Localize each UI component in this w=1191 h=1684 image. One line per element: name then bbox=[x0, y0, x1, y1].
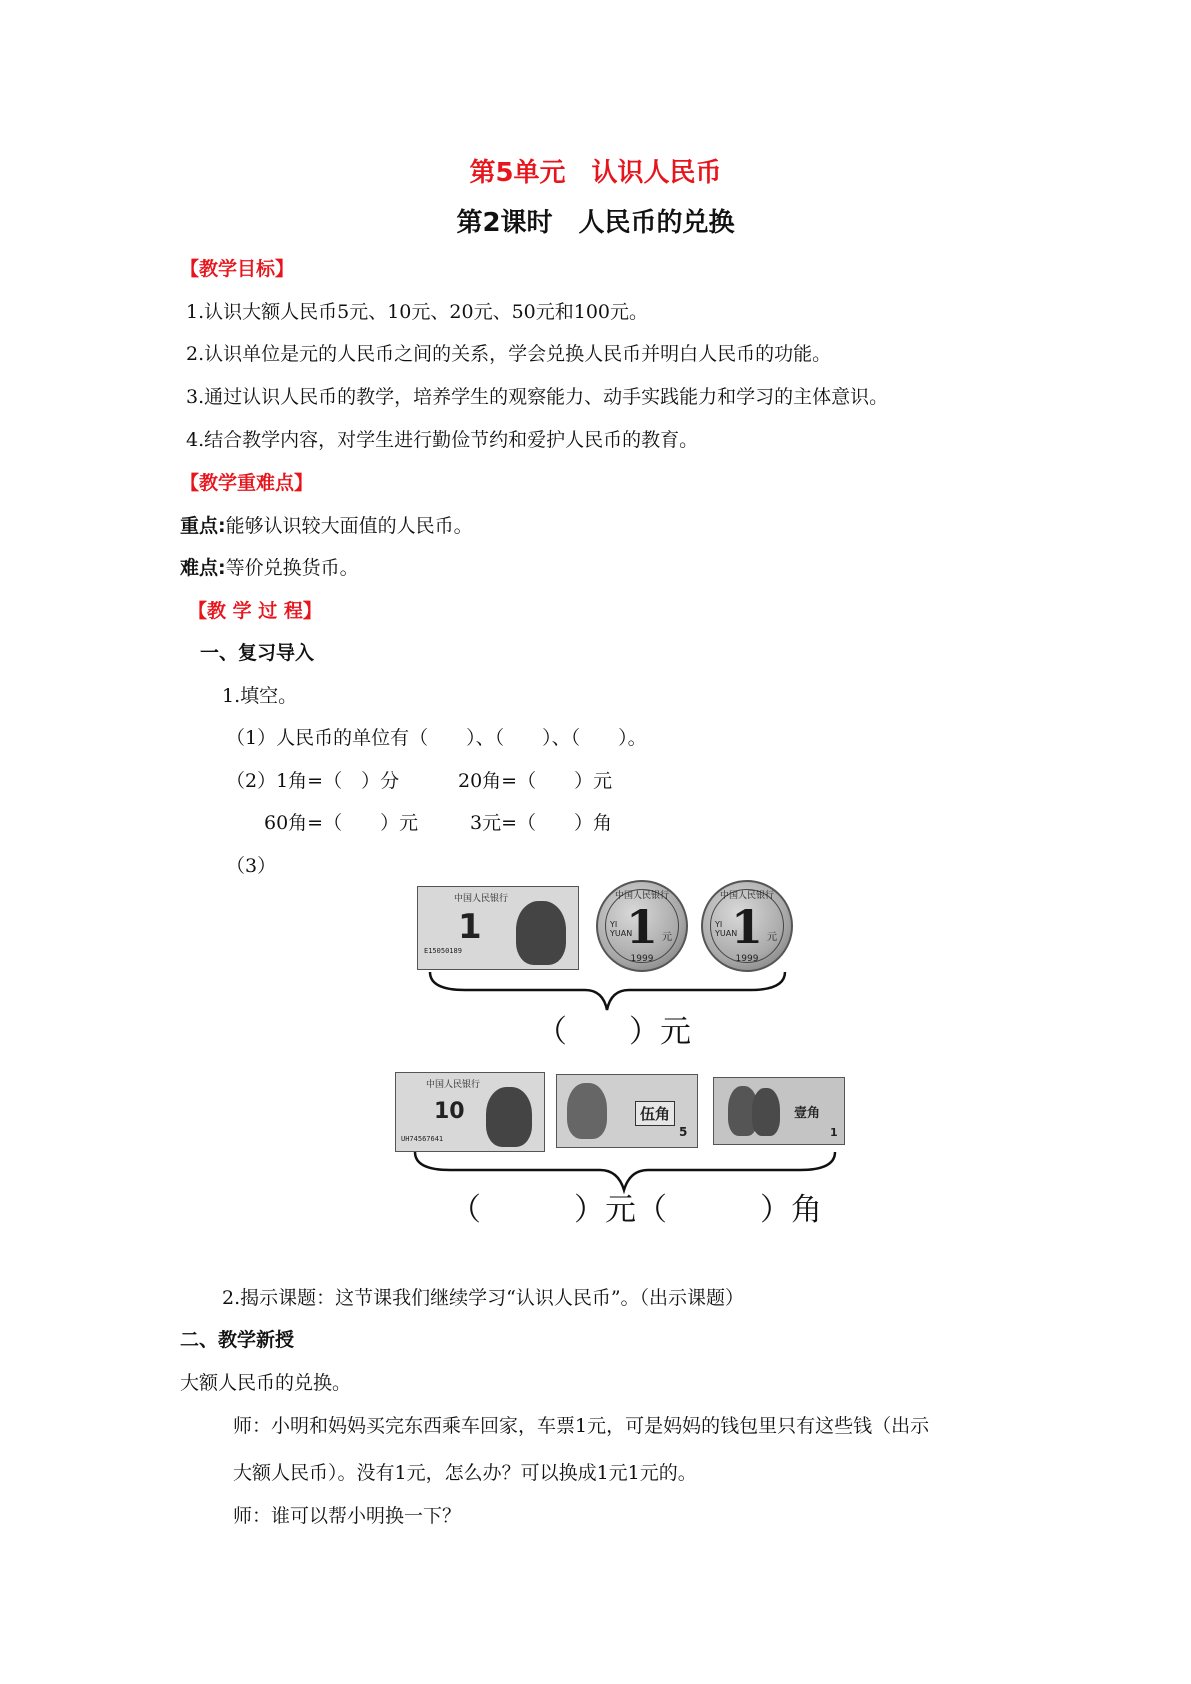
difficult-point-line bbox=[180, 553, 359, 580]
coin-yi-label: YI YUAN bbox=[610, 920, 633, 938]
note-text: 壹角 bbox=[794, 1106, 821, 1121]
process-heading: 【教 学 过 程】 bbox=[188, 600, 322, 622]
note-serial: UH74567641 bbox=[401, 1135, 444, 1143]
note-value: 5 bbox=[679, 1125, 688, 1139]
question-2: 2.揭示课题：这节课我们继续学习“认识人民币”。（出示课题） bbox=[222, 1287, 745, 1309]
objective-item: 4.结合教学内容，对学生进行勤俭节约和爱护人民币的教育。 bbox=[186, 429, 699, 451]
paragraph: 大额人民币）。没有1元，怎么办？可以换成1元1元的。 bbox=[233, 1462, 697, 1484]
portrait-icon bbox=[752, 1088, 780, 1136]
key-point-text: 能够认识较大面值的人民币。 bbox=[225, 515, 473, 537]
paragraph: 师：小明和妈妈买完东西乘车回家，车票1元，可是妈妈的钱包里只有这些钱（出示 bbox=[233, 1415, 930, 1437]
five-jiao-banknote-image bbox=[556, 1074, 698, 1148]
ten-yuan-banknote-image bbox=[395, 1072, 545, 1152]
question-1-1: （1）人民币的单位有（ ）、（ ）、（ ）。 bbox=[226, 727, 647, 749]
question-1-2a: （2）1角=（ ）分 bbox=[226, 770, 400, 792]
key-points-heading: 【教学重难点】 bbox=[180, 472, 314, 494]
question-1-2c: 60角=（ ）元 bbox=[264, 812, 419, 834]
difficult-point-text: 等价兑换货币。 bbox=[225, 557, 359, 579]
one-yuan-banknote-image bbox=[417, 886, 579, 970]
portrait-icon bbox=[486, 1087, 532, 1147]
note-value: 10 bbox=[434, 1099, 465, 1124]
coin-ring-text: 中国人民银行 bbox=[614, 891, 669, 901]
paragraph: 大额人民币的兑换。 bbox=[180, 1372, 352, 1394]
question-1-2b: 20角=（ ）元 bbox=[458, 770, 613, 792]
section-new-teaching-heading: 二、教学新授 bbox=[180, 1329, 295, 1351]
objectives-heading: 【教学目标】 bbox=[180, 258, 295, 280]
one-jiao-banknote-image bbox=[713, 1077, 845, 1145]
coin-ring-text: 中国人民银行 bbox=[719, 891, 774, 901]
coin-value: 1 bbox=[730, 900, 763, 954]
coin-value: 1 bbox=[625, 900, 658, 954]
coin-yuan-char: 元 bbox=[662, 932, 672, 943]
lesson-title: 第2课时 人民币的兑换 bbox=[456, 208, 735, 238]
note-header: 中国人民银行 bbox=[426, 1080, 481, 1090]
question-1: 1.填空。 bbox=[222, 685, 298, 707]
objective-item: 3.通过认识人民币的教学，培养学生的观察能力、动手实践能力和学习的主体意识。 bbox=[186, 386, 889, 408]
coin-year: 1999 bbox=[630, 954, 654, 964]
objective-item: 1.认识大额人民币5元、10元、20元、50元和100元。 bbox=[186, 301, 649, 323]
note-header: 中国人民银行 bbox=[454, 894, 509, 904]
note-value: 1 bbox=[830, 1126, 838, 1139]
note-serial: E15050189 bbox=[424, 947, 462, 955]
coin-year: 1999 bbox=[735, 954, 759, 964]
note-value: 1 bbox=[458, 907, 482, 947]
key-point-line bbox=[180, 511, 473, 538]
paragraph: 师：谁可以帮小明换一下？ bbox=[233, 1505, 462, 1527]
coin-yuan-char: 元 bbox=[767, 932, 777, 943]
coin-yi-label: YI YUAN bbox=[715, 920, 738, 938]
answer-yuan-jiao: （ ）元（ ）角 bbox=[450, 1192, 822, 1228]
note-text: 伍角 bbox=[635, 1101, 675, 1126]
difficult-point-label: 难点: bbox=[180, 557, 226, 579]
key-point-label: 重点: bbox=[180, 515, 226, 537]
one-yuan-coin-image bbox=[701, 880, 793, 972]
one-yuan-coin-image bbox=[596, 880, 688, 972]
answer-yuan-1: （ ）元 bbox=[536, 1014, 691, 1050]
question-1-2d: 3元=（ ）角 bbox=[470, 812, 613, 834]
portrait-icon bbox=[567, 1083, 607, 1139]
portrait-icon bbox=[516, 901, 566, 965]
question-1-3: （3） bbox=[226, 855, 277, 877]
unit-title: 第5单元 认识人民币 bbox=[469, 158, 722, 188]
section-review-heading: 一、复习导入 bbox=[200, 642, 315, 664]
objective-item: 2.认识单位是元的人民币之间的关系，学会兑换人民币并明白人民币的功能。 bbox=[186, 343, 832, 365]
